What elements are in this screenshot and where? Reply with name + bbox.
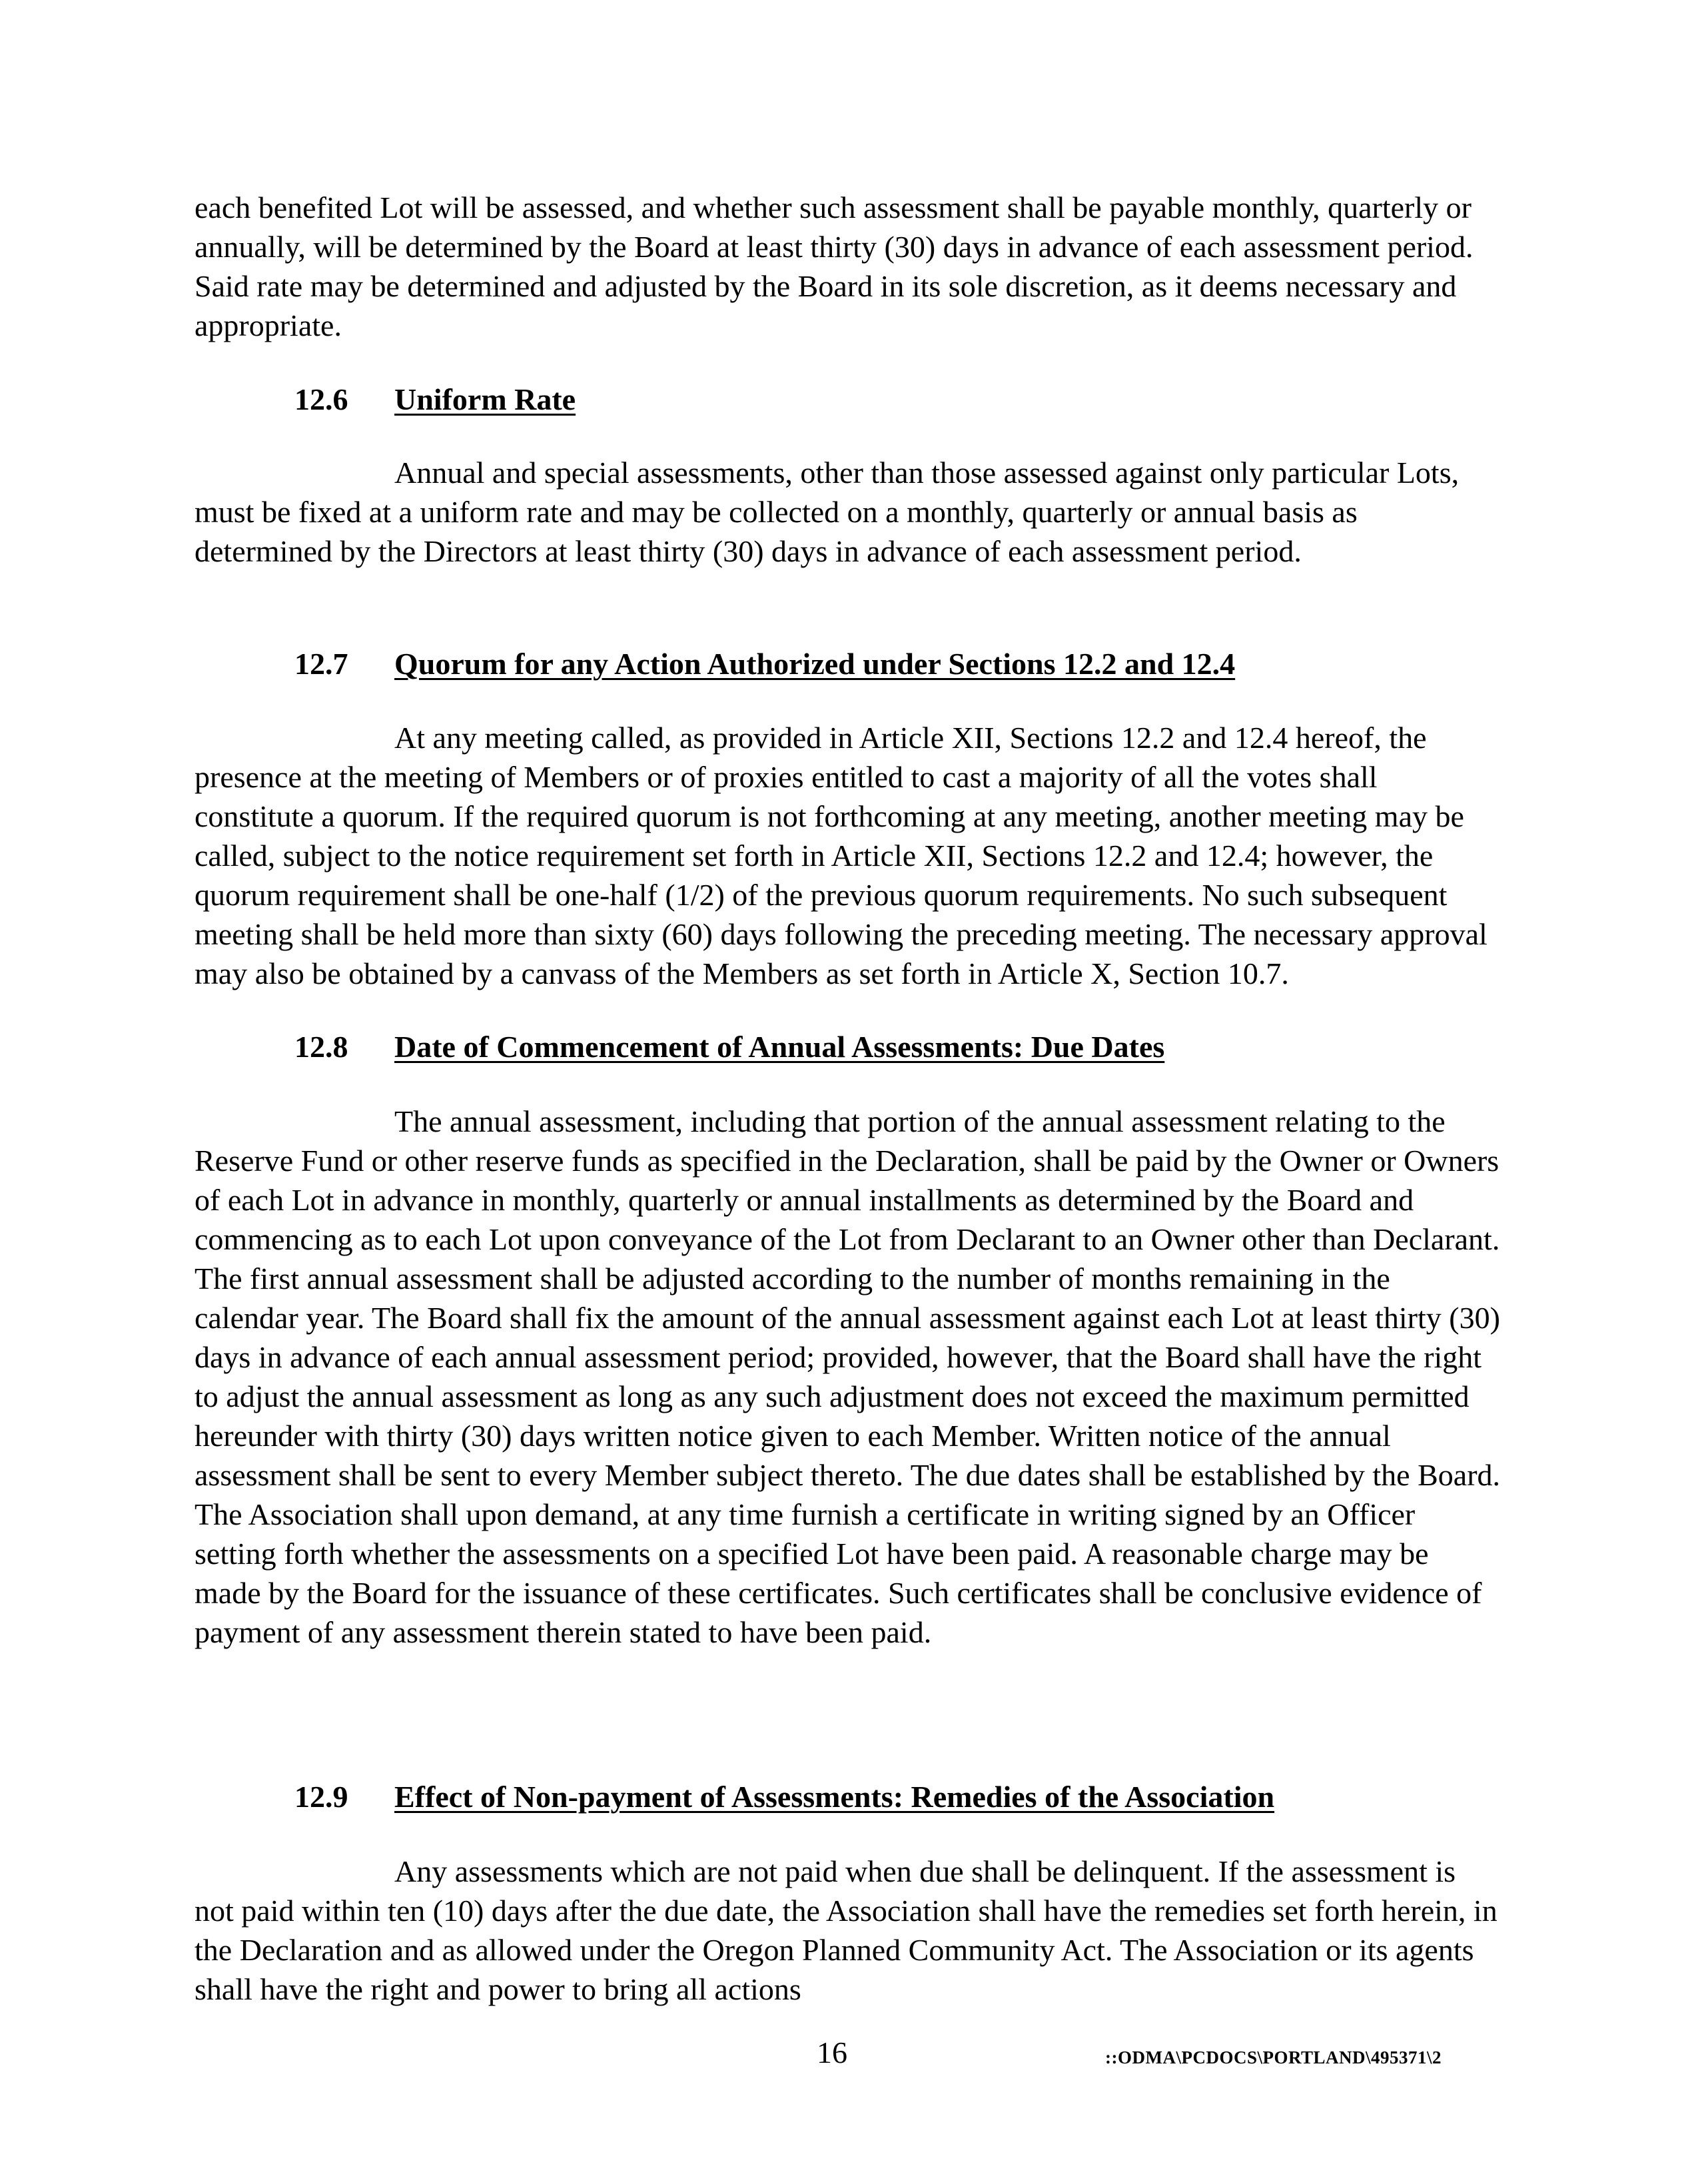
section-number: 12.7 <box>294 647 348 681</box>
section-number: 12.8 <box>294 1030 348 1064</box>
section-title: Uniform Rate <box>394 382 576 416</box>
section-title: Effect of Non-payment of Assessments: Remedies of the Association <box>394 1780 1275 1814</box>
section-body-12-8: The annual assessment, including that portion of the annual assessment relating to the Reserve Fund or other reserve funds as specified in the Declaration, shall be paid by the Owner or Owners of each Lot in advance in monthly, quarterly or annual installments as determined by the Board and commencing as to each Lot upon conveyance of the Lot from Declarant to an Owner other than Declarant. The first annual assessment shall be adjusted according to the number of months remaining in the calendar year. The Board shall fix the amount of the annual assessment against each Lot at least thirty (30) days in advance of each annual assessment period; provided, however, that the Board shall have the right to adjust the annual assessment as long as any such adjustment does not exceed the maximum permitted hereunder with thirty (30) days written notice given to each Member. Written notice of the annual assessment shall be sent to every Member subject thereto. The due dates shall be established by the Board. The Association shall upon demand, at any time furnish a certificate in writing signed by an Officer setting forth whether the assessments on a specified Lot have been paid. A reasonable charge may be made by the Board for the issuance of these certificates. Such certificates shall be conclusive evidence of payment of any assessment therein stated to have been paid. <box>195 1104 1501 1649</box>
section-heading-12-9 <box>294 1777 1274 1816</box>
section-heading-12-8 <box>294 1027 1164 1066</box>
section-body-12-7: At any meeting called, as provided in Article XII, Sections 12.2 and 12.4 hereof, the presence at the meeting of Members or of proxies entitled to cast a majority of all the votes shall constitute a quorum. If the required quorum is not forthcoming at any meeting, another meeting may be called, subject to the notice requirement set forth in Article XII, Sections 12.2 and 12.4; however, the quorum requirement shall be one-half (1/2) of the previous quorum requirements. No such subsequent meeting shall be held more than sixty (60) days following the preceding meeting. The necessary approval may also be obtained by a canvass of the Members as set forth in Article X, Section 10.7. <box>195 721 1487 990</box>
section-number: 12.9 <box>294 1780 348 1814</box>
section-heading-12-6 <box>294 380 576 419</box>
section-title: Quorum for any Action Authorized under Sections 12.2 and 12.4 <box>394 647 1236 681</box>
section-body-12-6: Annual and special assessments, other than those assessed against only particular Lots, must be fixed at a uniform rate and may be collected on a monthly, quarterly or annual basis as determined by the Directors at least thirty (30) days in advance of each assessment period. <box>195 456 1460 568</box>
section-number: 12.6 <box>294 382 348 416</box>
section-body-12-9: Any assessments which are not paid when due shall be delinquent. If the assessment is not paid within ten (10) days after the due date, the Association shall have the remedies set forth herein, in the Declaration and as allowed under the Oregon Planned Community Act. The Association or its agents shall have the right and power to bring all actions <box>195 1854 1497 2006</box>
section-heading-12-7 <box>294 644 1235 683</box>
intro-paragraph: each benefited Lot will be assessed, and whether such assessment shall be payable monthly, quarterly or annually, will be determined by the Board at least thirty (30) days in advance of each assessment period. Said rate may be determined and adjusted by the Board in its sole discretion, as it deems necessary and appropriate. <box>195 190 1474 342</box>
section-title: Date of Commencement of Annual Assessments: Due Dates <box>394 1030 1165 1064</box>
page-number: 16 <box>817 2035 847 2069</box>
document-id: ::ODMA\PCDOCS\PORTLAND\495371\2 <box>1105 2047 1442 2067</box>
